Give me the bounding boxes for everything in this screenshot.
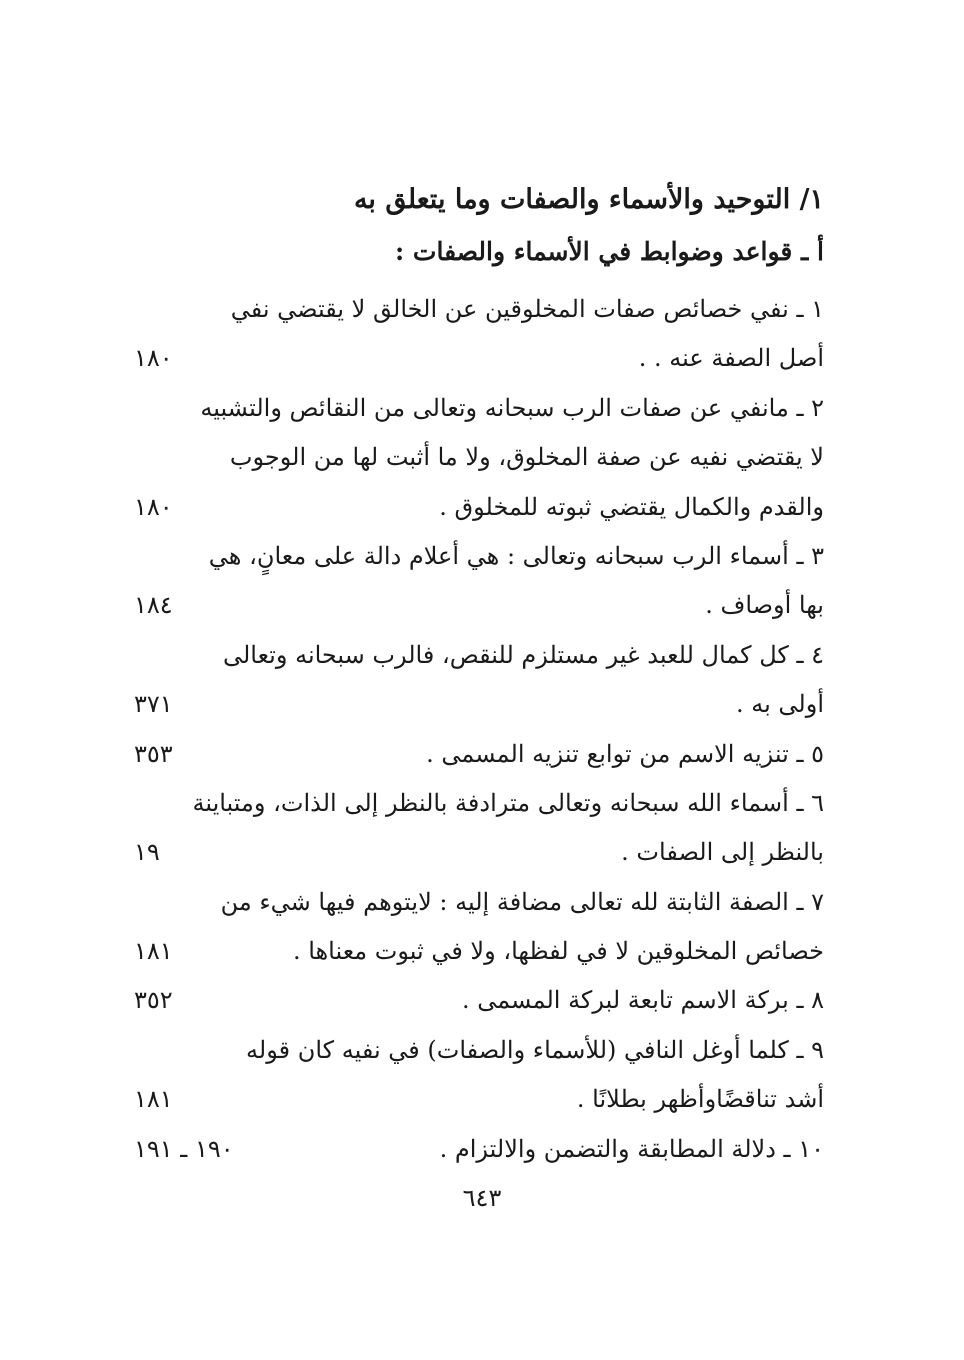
toc-line: [0, 878, 964, 927]
toc-page-number: ١٨١: [134, 937, 173, 966]
toc-line: [0, 1075, 964, 1124]
toc-entry-text: أولى به .: [735, 690, 824, 719]
toc-line: [0, 1125, 964, 1174]
toc-page-number: ١٨٠: [134, 492, 173, 521]
toc-entry-text: أشد تناقضًاوأظهر بطلانًا .: [576, 1085, 824, 1114]
toc-line: [0, 1026, 964, 1075]
toc-line: [0, 779, 964, 828]
toc-entry-text: لا يقتضي نفيه عن صفة المخلوق، ولا ما أثبت لها من الوجوب: [229, 443, 824, 472]
toc-entry-text: والقدم والكمال يقتضي ثبوته للمخلوق .: [439, 492, 824, 521]
toc-entry-text: ٢ ـ مانفي عن صفات الرب سبحانه وتعالى من النقائص والتشبيه: [200, 393, 824, 422]
toc-line: [0, 730, 964, 779]
toc-entry-text: ٨ ـ بركة الاسم تابعة لبركة المسمى .: [462, 986, 824, 1015]
toc-page-number: ١٨٤: [134, 591, 173, 620]
toc-page-number: ٣٧١: [134, 690, 173, 719]
toc-page-number: ٣٥٣: [134, 739, 173, 768]
toc-line: [0, 581, 964, 630]
toc-page-number: ١٩٠ ـ ١٩١: [134, 1134, 234, 1163]
toc-page-number: ١٨٠: [134, 344, 173, 373]
toc-entry-text: ٤ ـ كل كمال للعبد غير مستلزم للنقص، فالرب سبحانه وتعالى: [222, 640, 824, 669]
toc-entry-text: خصائص المخلوقين لا في لفظها، ولا في ثبوت معناها .: [292, 937, 824, 966]
toc-entry-text: بها أوصاف .: [705, 591, 824, 620]
toc-page-number: ٣٥٢: [134, 986, 173, 1015]
toc-line: [0, 976, 964, 1025]
toc-line: [0, 384, 964, 433]
toc-line: [0, 927, 964, 976]
table-of-contents: [0, 285, 964, 1174]
toc-entry-text: ١٠ ـ دلالة المطابقة والتضمن والالتزام .: [439, 1134, 824, 1163]
toc-line: [0, 532, 964, 581]
subsection-heading: أ ـ قواعد وضوابط في الأسماء والصفات :: [394, 237, 824, 266]
toc-entry-text: ٥ ـ تنزيه الاسم من توابع تنزيه المسمى .: [426, 739, 824, 768]
toc-entry-text: ١ ـ نفي خصائص صفات المخلوقين عن الخالق لا يقتضي نفي: [230, 295, 824, 323]
toc-line: [0, 631, 964, 680]
toc-entry-text: ٧ ـ الصفة الثابتة لله تعالى مضافة إليه : لايتوهم فيها شيء من: [220, 887, 824, 916]
toc-line: [0, 828, 964, 877]
toc-line: [0, 680, 964, 729]
toc-line: [0, 433, 964, 482]
toc-line: [0, 483, 964, 532]
toc-entry-text: بالنظر إلى الصفات .: [621, 838, 824, 867]
page-number: ٦٤٣: [462, 1184, 502, 1212]
toc-page-number: ١٨١: [134, 1085, 173, 1114]
toc-entry-text: ٣ ـ أسماء الرب سبحانه وتعالى : هي أعلام دالة على معانٍ، هي: [208, 541, 824, 570]
toc-entry-text: ٦ ـ أسماء الله سبحانه وتعالى مترادفة بالنظر إلى الذات، ومتباينة: [192, 788, 824, 817]
section-heading: ١/ التوحيد والأسماء والصفات وما يتعلق به: [353, 184, 824, 215]
toc-entry-text: أصل الصفة عنه . .: [638, 344, 824, 373]
toc-line: [0, 334, 964, 383]
toc-entry-text: ٩ ـ كلما أوغل النافي (للأسماء والصفات) في نفيه كان قوله: [246, 1035, 824, 1064]
toc-page-number: ١٩: [134, 838, 160, 867]
toc-line: [0, 285, 964, 334]
